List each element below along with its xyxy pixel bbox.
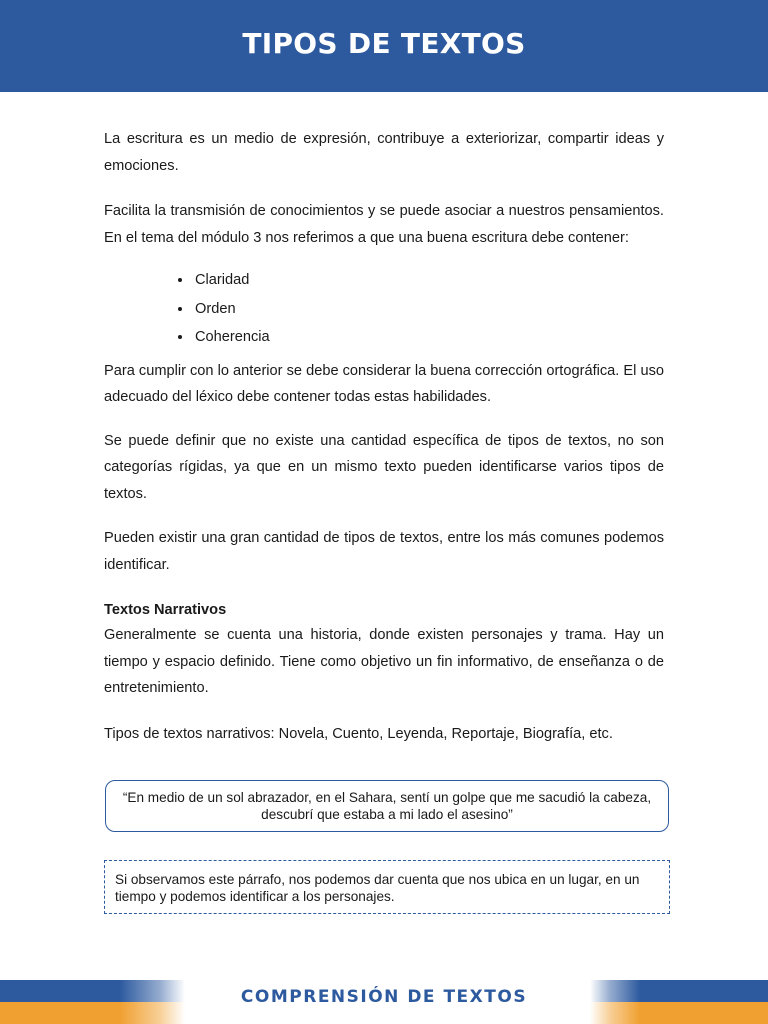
- section-heading-narrative: Textos Narrativos: [104, 602, 227, 618]
- footer-title: COMPRENSIÓN DE TEXTOS: [240, 987, 528, 1007]
- list-item: • Claridad: [193, 266, 664, 295]
- list-item: • Coherencia: [193, 323, 664, 352]
- quote-text: “En medio de un sol abrazador, en el Sahara, sentí un golpe que me sacudió la cabeza, descubrí que estaba a mi lado el asesino”: [122, 790, 652, 822]
- paragraph-correction: Para cumplir con lo anterior se debe considerar la buena corrección ortográfica. El uso adecuado del léxico debe contener todas estas habilidades.: [104, 362, 664, 405]
- quote-box: [105, 780, 669, 832]
- note-box: [104, 860, 670, 914]
- qualities-list: [104, 266, 664, 352]
- page-title: TIPOS DE TEXTOS: [242, 26, 526, 60]
- note-text: Si observamos este párrafo, nos podemos dar cuenta que nos ubica en un lugar, en un tiempo y podemos identificar a los personajes.: [115, 872, 640, 904]
- paragraph-intro: La escritura es un medio de expresión, contribuye a exteriorizar, compartir ideas y emociones.: [104, 131, 664, 174]
- page-footer: [0, 980, 768, 1024]
- paragraph-narrative-definition: Generalmente se cuenta una historia, donde existen personajes y trama. Hay un tiempo y espacio definido. Tiene como objetivo un fin informativo, de enseñanza o de entretenimiento.: [104, 627, 664, 696]
- paragraph-transmission: Facilita la transmisión de conocimientos y se puede asociar a nuestros pensamientos. En el tema del módulo 3 nos referimos a que una buena escritura debe contener:: [104, 203, 664, 246]
- document-body: [104, 126, 664, 747]
- paragraph-narrative-types: Tipos de textos narrativos: Novela, Cuento, Leyenda, Reportaje, Biografía, etc.: [104, 725, 613, 742]
- paragraph-categories: Se puede definir que no existe una cantidad específica de tipos de textos, no son categorías rígidas, ya que en un mismo texto pueden identificarse varios tipos de textos.: [104, 432, 664, 502]
- page-header: [0, 0, 768, 92]
- list-item: • Orden: [193, 295, 664, 324]
- paragraph-common-types: Pueden existir una gran cantidad de tipos de textos, entre los más comunes podemos identificar.: [104, 530, 664, 573]
